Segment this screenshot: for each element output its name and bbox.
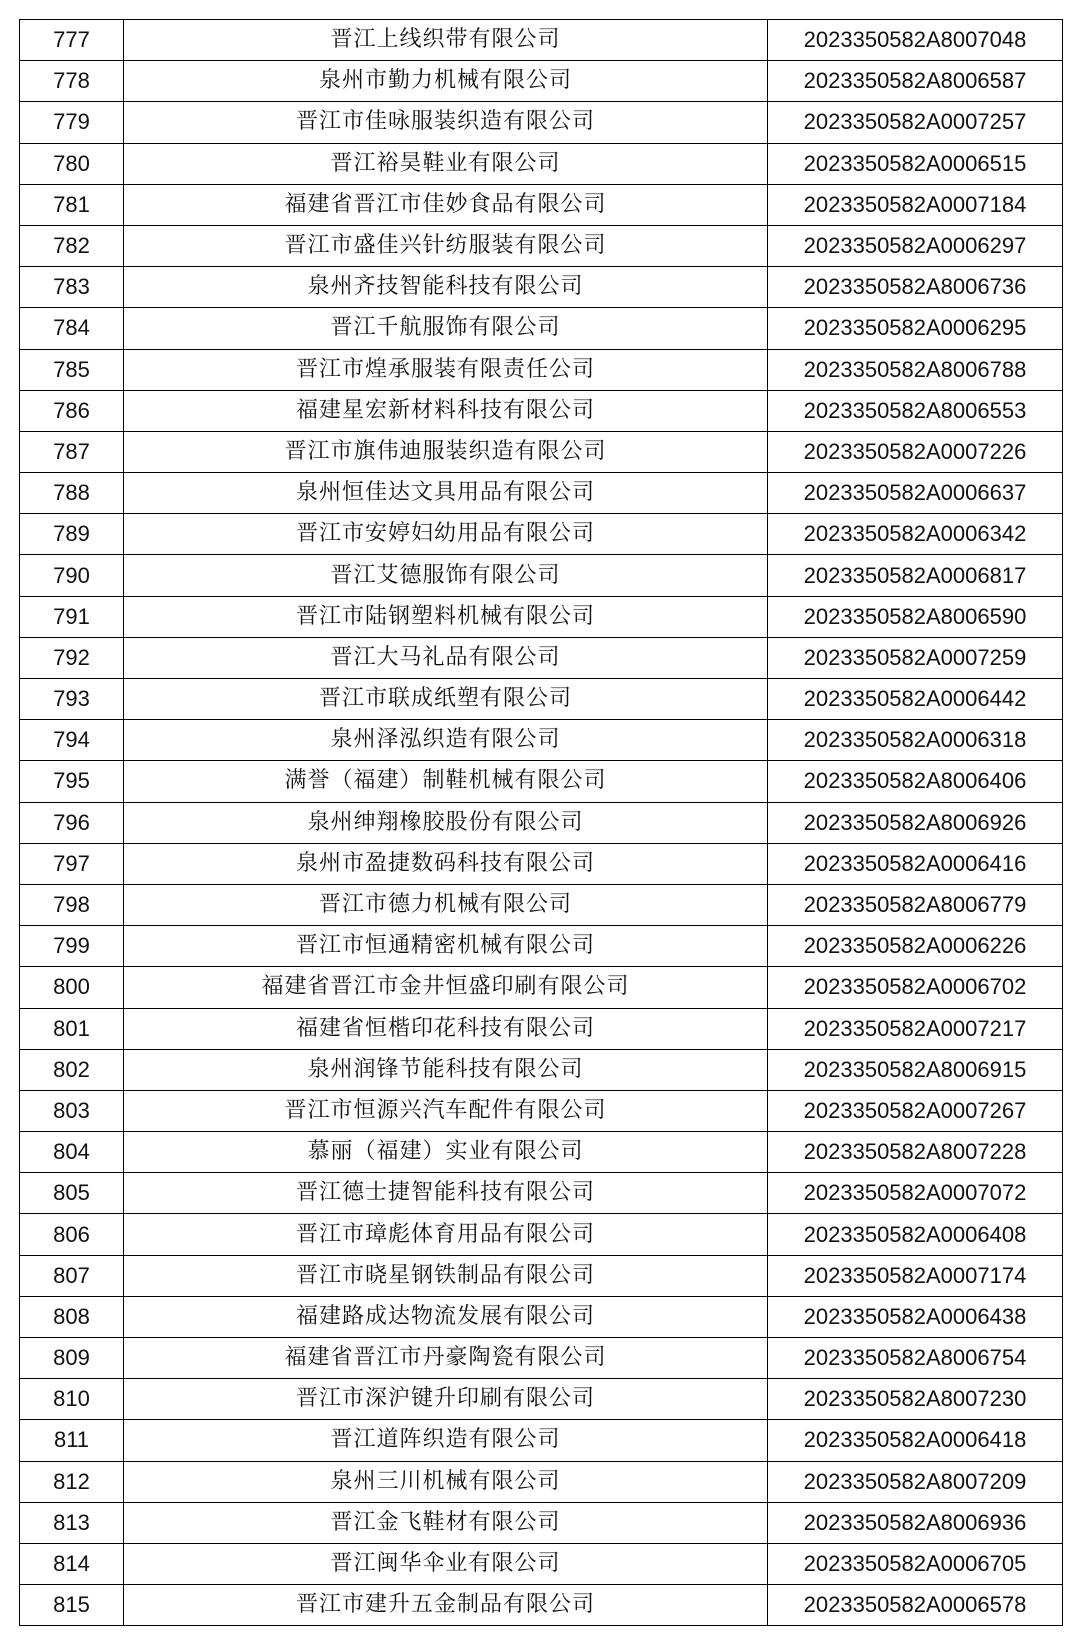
table-row <box>20 679 1063 720</box>
table-row <box>20 596 1063 637</box>
table-row <box>20 1379 1063 1420</box>
company-name-cell: 晋江市安婷妇幼用品有限公司 <box>124 514 768 555</box>
table-row <box>20 637 1063 678</box>
registration-code-cell: 2023350582A8006926 <box>768 802 1063 843</box>
registration-code-cell: 2023350582A0006342 <box>768 514 1063 555</box>
registration-code-cell: 2023350582A0006515 <box>768 143 1063 184</box>
registration-code-cell: 2023350582A0007259 <box>768 637 1063 678</box>
table-row <box>20 1296 1063 1337</box>
row-number-cell: 799 <box>20 926 124 967</box>
row-number-cell: 802 <box>20 1049 124 1090</box>
row-number-cell: 791 <box>20 596 124 637</box>
table-row <box>20 225 1063 266</box>
table-row <box>20 1255 1063 1296</box>
table-row <box>20 1338 1063 1379</box>
table-body <box>20 20 1063 1626</box>
company-name-cell: 晋江上线织带有限公司 <box>124 20 768 61</box>
table-row <box>20 884 1063 925</box>
registration-code-cell: 2023350582A0006637 <box>768 473 1063 514</box>
table-row <box>20 967 1063 1008</box>
company-name-cell: 泉州市盈捷数码科技有限公司 <box>124 843 768 884</box>
company-name-cell: 福建省晋江市佳妙食品有限公司 <box>124 184 768 225</box>
table-row <box>20 1173 1063 1214</box>
registration-code-cell: 2023350582A0006418 <box>768 1420 1063 1461</box>
registration-code-cell: 2023350582A0006817 <box>768 555 1063 596</box>
table-row <box>20 1420 1063 1461</box>
company-name-cell: 晋江市盛佳兴针纺服装有限公司 <box>124 225 768 266</box>
company-name-cell: 泉州绅翔橡胶股份有限公司 <box>124 802 768 843</box>
company-name-cell: 晋江市旗伟迪服装织造有限公司 <box>124 431 768 472</box>
row-number-cell: 792 <box>20 637 124 678</box>
row-number-cell: 808 <box>20 1296 124 1337</box>
company-name-cell: 泉州泽泓织造有限公司 <box>124 720 768 761</box>
company-name-cell: 晋江道阵织造有限公司 <box>124 1420 768 1461</box>
registration-code-cell: 2023350582A8007228 <box>768 1132 1063 1173</box>
row-number-cell: 804 <box>20 1132 124 1173</box>
registration-code-cell: 2023350582A0007257 <box>768 102 1063 143</box>
registration-code-cell: 2023350582A8006590 <box>768 596 1063 637</box>
registration-code-cell: 2023350582A0007174 <box>768 1255 1063 1296</box>
table-row <box>20 926 1063 967</box>
row-number-cell: 779 <box>20 102 124 143</box>
row-number-cell: 803 <box>20 1090 124 1131</box>
table-row <box>20 349 1063 390</box>
registration-code-cell: 2023350582A0006442 <box>768 679 1063 720</box>
table-row <box>20 720 1063 761</box>
row-number-cell: 797 <box>20 843 124 884</box>
registration-code-cell: 2023350582A0007072 <box>768 1173 1063 1214</box>
registration-code-cell: 2023350582A0007267 <box>768 1090 1063 1131</box>
row-number-cell: 806 <box>20 1214 124 1255</box>
company-name-cell: 晋江千航服饰有限公司 <box>124 308 768 349</box>
table-row <box>20 1543 1063 1584</box>
row-number-cell: 780 <box>20 143 124 184</box>
company-name-cell: 满誉（福建）制鞋机械有限公司 <box>124 761 768 802</box>
company-name-cell: 晋江大马礼品有限公司 <box>124 637 768 678</box>
company-name-cell: 晋江德士捷智能科技有限公司 <box>124 1173 768 1214</box>
registration-code-cell: 2023350582A8007048 <box>768 20 1063 61</box>
registration-code-cell: 2023350582A0006702 <box>768 967 1063 1008</box>
table-row <box>20 1461 1063 1502</box>
registration-code-cell: 2023350582A0006297 <box>768 225 1063 266</box>
company-name-cell: 晋江闽华伞业有限公司 <box>124 1543 768 1584</box>
table-row <box>20 1049 1063 1090</box>
row-number-cell: 786 <box>20 390 124 431</box>
row-number-cell: 777 <box>20 20 124 61</box>
row-number-cell: 805 <box>20 1173 124 1214</box>
registration-code-cell: 2023350582A0006705 <box>768 1543 1063 1584</box>
company-name-cell: 晋江市璋彪体育用品有限公司 <box>124 1214 768 1255</box>
row-number-cell: 778 <box>20 61 124 102</box>
table-row <box>20 143 1063 184</box>
registration-code-cell: 2023350582A8006788 <box>768 349 1063 390</box>
row-number-cell: 787 <box>20 431 124 472</box>
table-row <box>20 390 1063 431</box>
company-name-cell: 晋江市陆钢塑料机械有限公司 <box>124 596 768 637</box>
row-number-cell: 807 <box>20 1255 124 1296</box>
registration-code-cell: 2023350582A0006408 <box>768 1214 1063 1255</box>
registration-code-cell: 2023350582A0006318 <box>768 720 1063 761</box>
company-name-cell: 福建省晋江市金井恒盛印刷有限公司 <box>124 967 768 1008</box>
table-row <box>20 555 1063 596</box>
table-row <box>20 61 1063 102</box>
row-number-cell: 781 <box>20 184 124 225</box>
table-row <box>20 20 1063 61</box>
company-name-cell: 泉州市勤力机械有限公司 <box>124 61 768 102</box>
registration-code-cell: 2023350582A8006736 <box>768 267 1063 308</box>
company-name-cell: 晋江金飞鞋材有限公司 <box>124 1502 768 1543</box>
table-row <box>20 267 1063 308</box>
company-name-cell: 泉州恒佳达文具用品有限公司 <box>124 473 768 514</box>
row-number-cell: 801 <box>20 1008 124 1049</box>
table-row <box>20 473 1063 514</box>
registration-code-cell: 2023350582A0007226 <box>768 431 1063 472</box>
row-number-cell: 813 <box>20 1502 124 1543</box>
table-row <box>20 514 1063 555</box>
row-number-cell: 810 <box>20 1379 124 1420</box>
company-list-table <box>19 19 1063 1626</box>
row-number-cell: 815 <box>20 1585 124 1626</box>
table-row <box>20 843 1063 884</box>
table-row <box>20 1214 1063 1255</box>
registration-code-cell: 2023350582A0007217 <box>768 1008 1063 1049</box>
company-name-cell: 福建路成达物流发展有限公司 <box>124 1296 768 1337</box>
row-number-cell: 785 <box>20 349 124 390</box>
row-number-cell: 783 <box>20 267 124 308</box>
table-row <box>20 1008 1063 1049</box>
company-name-cell: 泉州齐技智能科技有限公司 <box>124 267 768 308</box>
row-number-cell: 788 <box>20 473 124 514</box>
company-name-cell: 晋江市恒源兴汽车配件有限公司 <box>124 1090 768 1131</box>
company-name-cell: 晋江市恒通精密机械有限公司 <box>124 926 768 967</box>
company-name-cell: 福建星宏新材料科技有限公司 <box>124 390 768 431</box>
registration-code-cell: 2023350582A0006226 <box>768 926 1063 967</box>
table-row <box>20 802 1063 843</box>
registration-code-cell: 2023350582A0007184 <box>768 184 1063 225</box>
table-row <box>20 184 1063 225</box>
company-name-cell: 慕丽（福建）实业有限公司 <box>124 1132 768 1173</box>
table-row <box>20 1502 1063 1543</box>
company-name-cell: 晋江裕昊鞋业有限公司 <box>124 143 768 184</box>
registration-code-cell: 2023350582A8006915 <box>768 1049 1063 1090</box>
row-number-cell: 809 <box>20 1338 124 1379</box>
table-row <box>20 308 1063 349</box>
registration-code-cell: 2023350582A8006779 <box>768 884 1063 925</box>
table-row <box>20 1132 1063 1173</box>
company-name-cell: 晋江艾德服饰有限公司 <box>124 555 768 596</box>
company-name-cell: 泉州润锋节能科技有限公司 <box>124 1049 768 1090</box>
row-number-cell: 782 <box>20 225 124 266</box>
registration-code-cell: 2023350582A8007230 <box>768 1379 1063 1420</box>
row-number-cell: 814 <box>20 1543 124 1584</box>
table-row <box>20 761 1063 802</box>
row-number-cell: 795 <box>20 761 124 802</box>
company-name-cell: 晋江市联成纸塑有限公司 <box>124 679 768 720</box>
table-row <box>20 1090 1063 1131</box>
company-name-cell: 晋江市晓星钢铁制品有限公司 <box>124 1255 768 1296</box>
company-name-cell: 福建省晋江市丹豪陶瓷有限公司 <box>124 1338 768 1379</box>
company-name-cell: 晋江市德力机械有限公司 <box>124 884 768 925</box>
row-number-cell: 784 <box>20 308 124 349</box>
registration-code-cell: 2023350582A0006438 <box>768 1296 1063 1337</box>
row-number-cell: 812 <box>20 1461 124 1502</box>
company-name-cell: 泉州三川机械有限公司 <box>124 1461 768 1502</box>
registration-code-cell: 2023350582A8007209 <box>768 1461 1063 1502</box>
registration-code-cell: 2023350582A8006406 <box>768 761 1063 802</box>
table-row <box>20 431 1063 472</box>
row-number-cell: 800 <box>20 967 124 1008</box>
registration-code-cell: 2023350582A8006754 <box>768 1338 1063 1379</box>
registration-code-cell: 2023350582A0006578 <box>768 1585 1063 1626</box>
registration-code-cell: 2023350582A0006416 <box>768 843 1063 884</box>
company-name-cell: 晋江市建升五金制品有限公司 <box>124 1585 768 1626</box>
company-name-cell: 福建省恒楷印花科技有限公司 <box>124 1008 768 1049</box>
registration-code-cell: 2023350582A0006295 <box>768 308 1063 349</box>
registration-code-cell: 2023350582A8006936 <box>768 1502 1063 1543</box>
table-row <box>20 1585 1063 1626</box>
row-number-cell: 793 <box>20 679 124 720</box>
row-number-cell: 789 <box>20 514 124 555</box>
company-name-cell: 晋江市煌承服装有限责任公司 <box>124 349 768 390</box>
table-row <box>20 102 1063 143</box>
row-number-cell: 790 <box>20 555 124 596</box>
row-number-cell: 796 <box>20 802 124 843</box>
registration-code-cell: 2023350582A8006553 <box>768 390 1063 431</box>
row-number-cell: 794 <box>20 720 124 761</box>
company-name-cell: 晋江市佳咏服装织造有限公司 <box>124 102 768 143</box>
company-name-cell: 晋江市深沪键升印刷有限公司 <box>124 1379 768 1420</box>
row-number-cell: 811 <box>20 1420 124 1461</box>
registration-code-cell: 2023350582A8006587 <box>768 61 1063 102</box>
row-number-cell: 798 <box>20 884 124 925</box>
